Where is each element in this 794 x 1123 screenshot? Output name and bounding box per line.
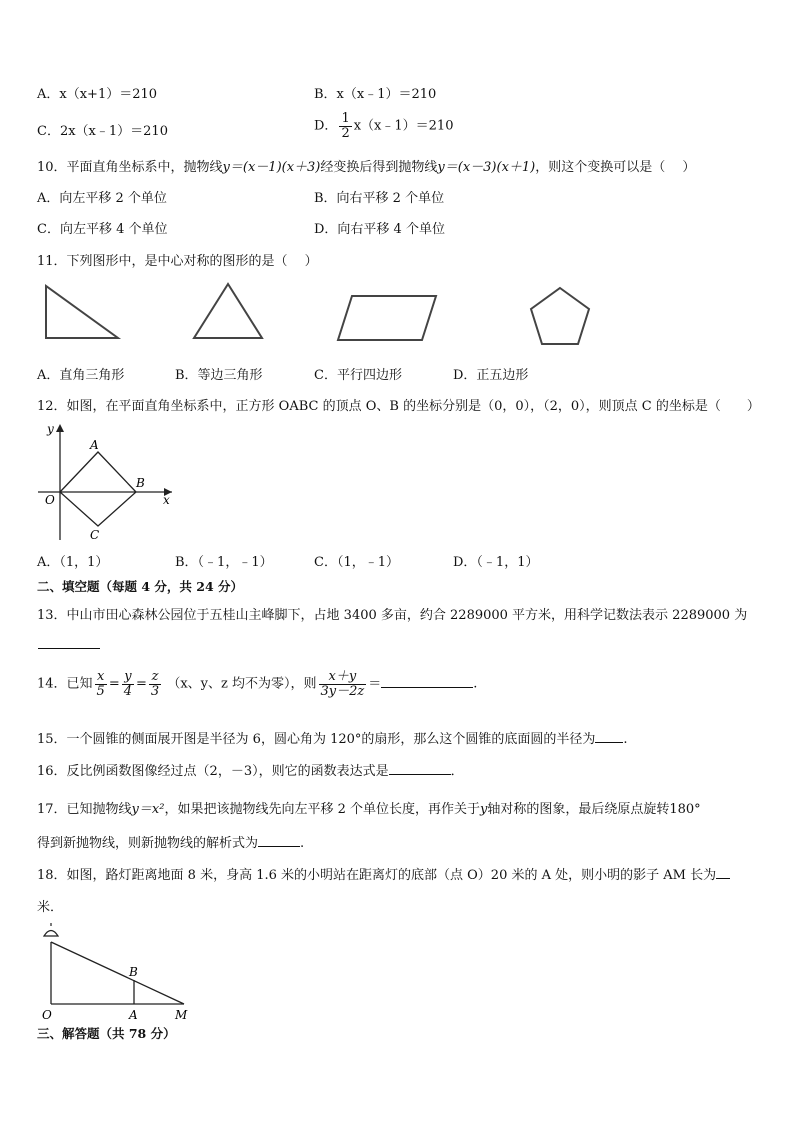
- label-m: M: [175, 1008, 188, 1022]
- q13-question: 13．中山市田心森林公园位于五桂山主峰脚下，占地 3400 多亩，约合 2289000 平方米，用科学记数法表示 2289000 为: [37, 608, 748, 623]
- q16-text: 16．反比例函数图像经过点（2，－3），则它的函数表达式是: [37, 764, 389, 779]
- regular-pentagon-shape: [531, 288, 589, 344]
- q12-question: 12．如图，在平面直角坐标系中，正方形 OABC 的顶点 O、B 的坐标分别是（0，0），（2，0），则顶点 C 的坐标是（ ）: [37, 399, 760, 414]
- q15-text: 15．一个圆锥的侧面展开图是半径为 6，圆心角为 120°的扇形，那么这个圆锥的底面圆的半径为: [37, 732, 596, 747]
- q11-option-a: A．直角三角形: [37, 368, 125, 383]
- q17-end: .: [300, 836, 305, 851]
- q17-text-a: 17．已知抛物线: [37, 802, 132, 817]
- q18-streetlight-figure: [36, 922, 196, 1022]
- q11-question: 11．下列图形中，是中心对称的图形的是（ ）: [37, 254, 318, 269]
- q14-question: [37, 670, 477, 698]
- label-o: O: [42, 1008, 52, 1022]
- square-oabc: [60, 452, 136, 526]
- q10-formula-2: y＝(x－3)(x＋1): [437, 160, 536, 175]
- q14-fraction-z3: [149, 670, 161, 698]
- q15-end: .: [623, 732, 628, 747]
- q18-answer-blank: [716, 866, 730, 879]
- q18-question: [37, 864, 730, 883]
- q9-option-d-fraction: [339, 112, 351, 140]
- q14-fraction-target: [319, 670, 367, 698]
- label-b: B: [136, 476, 145, 490]
- fraction-numerator: x＋y: [319, 670, 367, 685]
- equals-sign: ＝: [368, 676, 382, 692]
- q9-option-d: [314, 112, 453, 140]
- q18-text: 18．如图，路灯距离地面 8 米，身高 1.6 米的小明站在距离灯的底部（点 O）20 米的 A 处，则小明的影子 AM 长为: [37, 868, 717, 883]
- q10-question: [37, 156, 695, 175]
- fraction-denominator: 4: [123, 683, 133, 699]
- section-3-heading: 三、解答题（共 78 分）: [37, 1026, 176, 1041]
- fraction-denominator: 3: [150, 683, 160, 699]
- q14-end: .: [473, 676, 478, 692]
- q11-option-c: C．平行四边形: [314, 368, 402, 383]
- q10-option-a: A．向左平移 2 个单位: [37, 191, 167, 206]
- q11-option-b: B．等边三角形: [175, 368, 263, 383]
- q17-text-b: ，如果把该抛物线先向左平移 2 个单位长度，再作关于: [164, 802, 480, 817]
- label-y: y: [47, 422, 54, 436]
- q11-option-d: D．正五边形: [453, 368, 529, 383]
- fraction-numerator: 1: [341, 111, 350, 126]
- y-axis-arrow: [56, 424, 64, 432]
- q11-shapes-figure: [30, 278, 610, 350]
- q10-text-b: 经变换后得到抛物线: [320, 160, 438, 175]
- q14-fraction-x5: [95, 670, 107, 698]
- fraction-numerator: y: [122, 670, 134, 685]
- label-c: C: [90, 528, 100, 542]
- q9-option-d-rest: x（x﹣1）＝210: [353, 118, 454, 134]
- street-lamp-icon: [44, 923, 58, 936]
- label-b: B: [129, 965, 138, 979]
- q10-formula-1: y＝(x－1)(x＋3): [222, 160, 321, 175]
- fraction-denominator: 5: [96, 683, 105, 699]
- q9-option-c: C．2x（x﹣1）＝210: [37, 124, 168, 139]
- fraction-denominator: 2: [341, 125, 350, 141]
- fraction-denominator: 3y－2z: [320, 683, 365, 699]
- q17-answer-blank: [258, 834, 300, 847]
- q17-y: y: [479, 802, 488, 817]
- q13-answer-blank: [38, 636, 100, 649]
- q16-question: [37, 760, 464, 779]
- q12-option-d: D．（﹣1，1）: [453, 555, 539, 570]
- q10-text-c: ，则这个变换可以是（ ）: [535, 160, 696, 175]
- right-triangle-shape: [46, 286, 118, 338]
- section-2-heading: 二、填空题（每题 4 分，共 24 分）: [37, 579, 244, 594]
- q15-question: [37, 728, 628, 747]
- q10-option-d: D．向右平移 4 个单位: [314, 222, 445, 237]
- q12-option-b: B．（﹣1，﹣1）: [175, 555, 273, 570]
- q12-option-c: C．（1，﹣1）: [314, 555, 399, 570]
- q15-answer-blank: [595, 730, 623, 743]
- equilateral-triangle-shape: [194, 284, 262, 338]
- q17-formula: y＝x²: [131, 802, 165, 817]
- q17-line-2-text: 得到新抛物线，则新抛物线的解析式为: [37, 836, 259, 851]
- q12-coordinate-figure: [30, 418, 190, 548]
- q12-option-a: A．（1，1）: [37, 555, 109, 570]
- label-a: A: [129, 1008, 138, 1022]
- q17-question: [37, 798, 701, 817]
- q10-text-a: 10．平面直角坐标系中，抛物线: [37, 160, 223, 175]
- q17-text-c: 轴对称的图象，最后绕原点旋转180°: [487, 802, 701, 817]
- q9-option-b: B．x（x﹣1）＝210: [314, 87, 437, 102]
- q14-answer-blank: [381, 675, 473, 688]
- q16-answer-blank: [389, 762, 451, 775]
- q9-option-a: A．x（x+1）＝210: [37, 87, 158, 102]
- q10-option-c: C．向左平移 4 个单位: [37, 222, 168, 237]
- q16-end: ．: [450, 764, 464, 779]
- equals-sign: =: [136, 676, 147, 692]
- label-o: O: [45, 493, 55, 507]
- q14-fraction-y4: [122, 670, 134, 698]
- parallelogram-shape: [338, 296, 436, 340]
- q9-option-d-label: D．: [314, 118, 338, 134]
- light-ray: [51, 942, 184, 1004]
- q17-line-2: [37, 832, 304, 851]
- q10-option-b: B．向右平移 2 个单位: [314, 191, 445, 206]
- q14-prefix: 14．已知: [37, 676, 93, 692]
- q18-line-2: 米．: [37, 900, 64, 915]
- q14-condition: （x、y、z 均不为零），则: [167, 676, 317, 692]
- label-a: A: [90, 438, 99, 452]
- label-x: x: [163, 493, 170, 507]
- equals-sign: =: [108, 676, 120, 692]
- fraction-numerator: z: [149, 670, 161, 685]
- fraction-numerator: x: [95, 670, 107, 685]
